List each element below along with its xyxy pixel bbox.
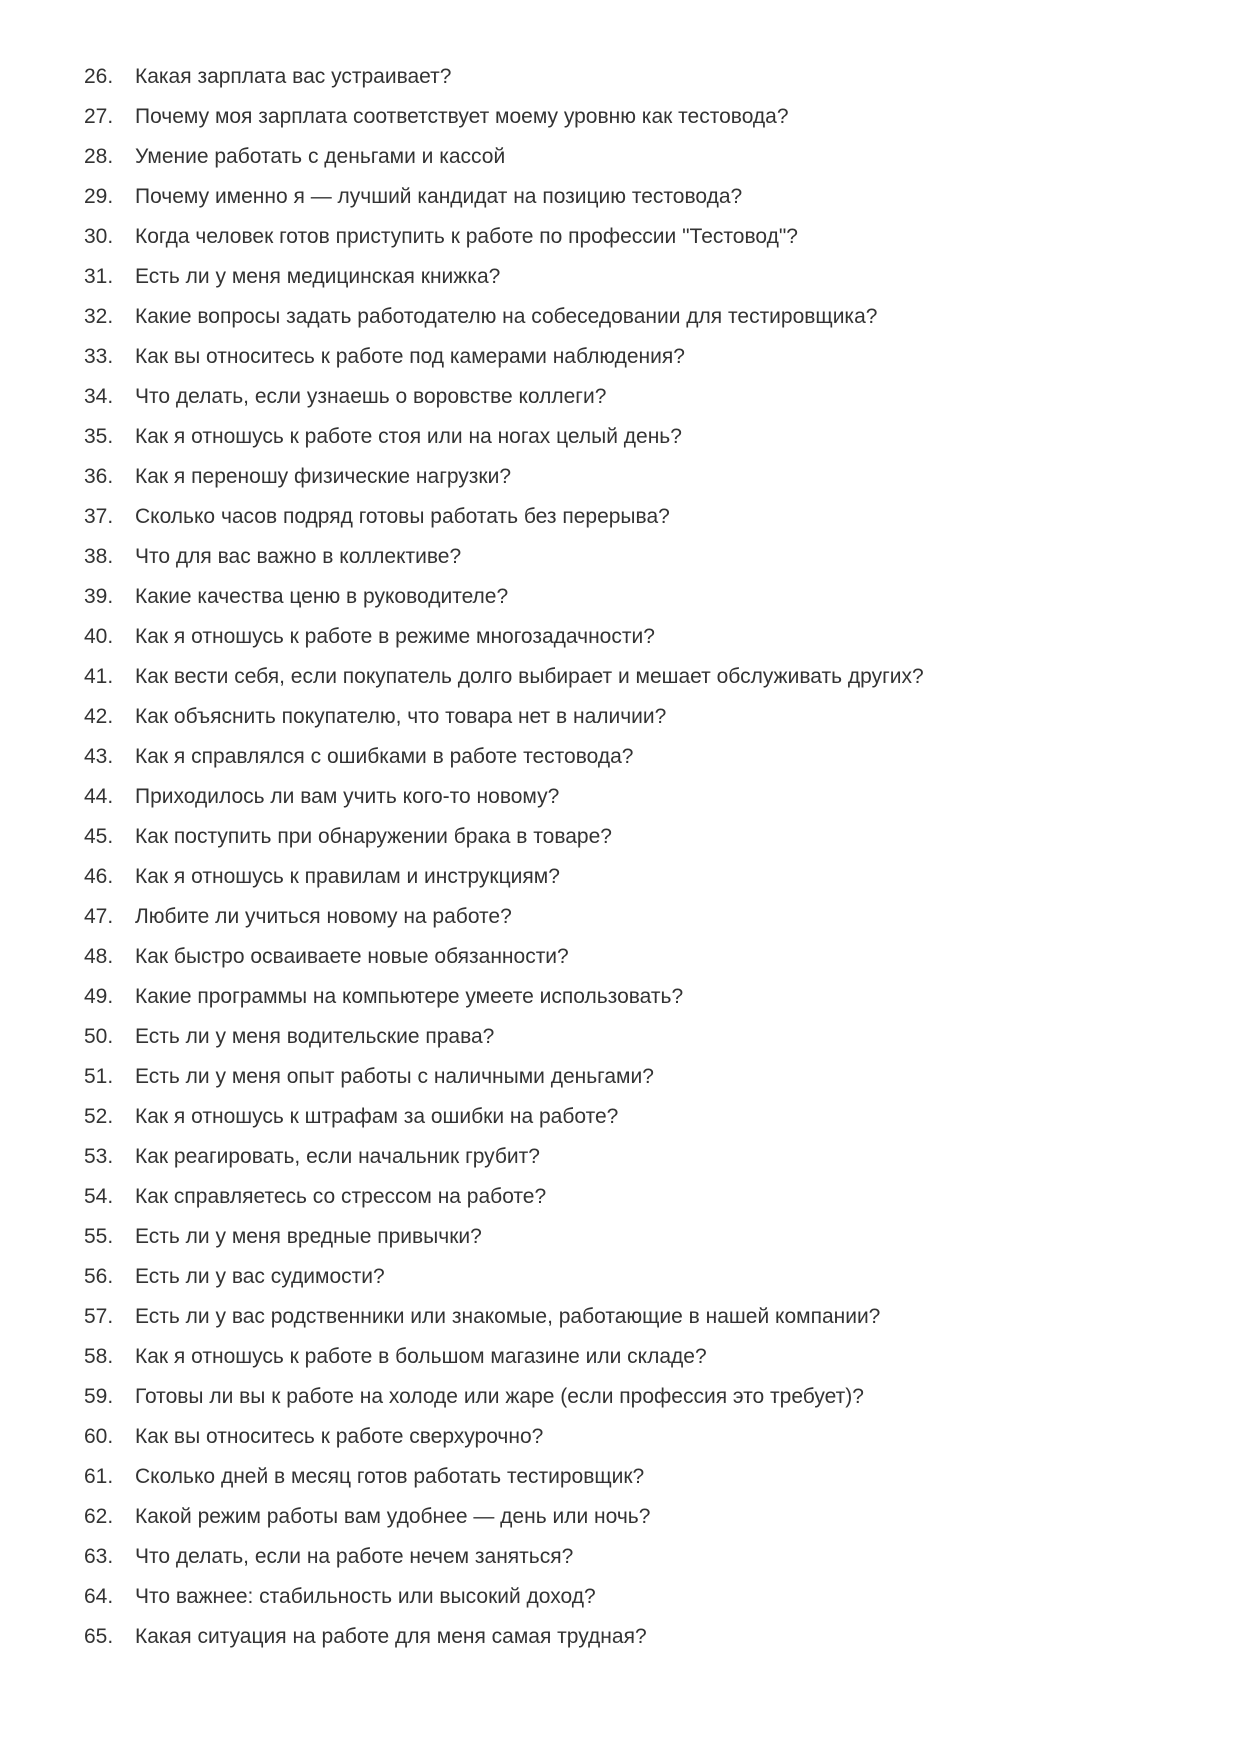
question-text: Есть ли у меня опыт работы с наличными деньгами? (135, 1065, 654, 1088)
question-number: 45. (84, 825, 114, 848)
question-text: Что делать, если узнаешь о воровстве коллеги? (135, 385, 607, 408)
question-text: Как я справлялся с ошибками в работе тестовода? (135, 745, 634, 768)
question-text: Как объяснить покупателю, что товара нет в наличии? (135, 705, 667, 728)
list-item (84, 697, 1199, 737)
question-number: 52. (84, 1105, 114, 1128)
list-item (84, 1417, 1199, 1457)
question-number: 49. (84, 985, 114, 1008)
list-item (84, 377, 1199, 417)
question-number: 62. (84, 1505, 114, 1528)
question-text: Какие качества ценю в руководителе? (135, 585, 509, 608)
question-text: Как поступить при обнаружении брака в товаре? (135, 825, 612, 848)
list-item (84, 1097, 1199, 1137)
list-item (84, 1257, 1199, 1297)
question-number: 36. (84, 465, 114, 488)
question-text: Как реагировать, если начальник грубит? (135, 1145, 540, 1168)
list-item (84, 937, 1199, 977)
question-text: Как я переношу физические нагрузки? (135, 465, 512, 488)
question-number: 32. (84, 305, 114, 328)
question-number: 55. (84, 1225, 114, 1248)
list-item (84, 1297, 1199, 1337)
list-item (84, 1177, 1199, 1217)
question-number: 60. (84, 1425, 114, 1448)
question-text: Как справляетесь со стрессом на работе? (135, 1185, 547, 1208)
question-number: 39. (84, 585, 114, 608)
question-number: 33. (84, 345, 114, 368)
question-text: Как я отношусь к работе в режиме многозадачности? (135, 625, 655, 648)
question-number: 56. (84, 1265, 114, 1288)
question-text: Любите ли учиться новому на работе? (135, 905, 512, 928)
question-text: Приходилось ли вам учить кого-то новому? (135, 785, 560, 808)
question-number: 48. (84, 945, 114, 968)
question-number: 47. (84, 905, 114, 928)
question-number: 64. (84, 1585, 114, 1608)
question-number: 27. (84, 105, 114, 128)
question-number: 28. (84, 145, 114, 168)
list-item (84, 617, 1199, 657)
question-text: Есть ли у меня вредные привычки? (135, 1225, 482, 1248)
question-number: 30. (84, 225, 114, 248)
question-number: 44. (84, 785, 114, 808)
question-number: 63. (84, 1545, 114, 1568)
question-text: Какой режим работы вам удобнее — день или ночь? (135, 1505, 651, 1528)
list-item (84, 1017, 1199, 1057)
question-text: Как вести себя, если покупатель долго выбирает и мешает обслуживать других? (135, 665, 924, 688)
question-text: Есть ли у вас родственники или знакомые, работающие в нашей компании? (135, 1305, 881, 1328)
question-text: Когда человек готов приступить к работе по профессии "Тестовод"? (135, 225, 798, 248)
list-item (84, 977, 1199, 1017)
list-item (84, 297, 1199, 337)
list-item (84, 1497, 1199, 1537)
question-text: Что для вас важно в коллективе? (135, 545, 462, 568)
list-item (84, 537, 1199, 577)
list-item (84, 817, 1199, 857)
question-text: Почему именно я — лучший кандидат на позицию тестовода? (135, 185, 743, 208)
question-number: 35. (84, 425, 114, 448)
question-text: Сколько дней в месяц готов работать тестировщик? (135, 1465, 645, 1488)
question-text: Готовы ли вы к работе на холоде или жаре (если профессия это требует)? (135, 1385, 864, 1408)
question-text: Как я отношусь к штрафам за ошибки на работе? (135, 1105, 619, 1128)
list-item (84, 417, 1199, 457)
question-number: 57. (84, 1305, 114, 1328)
list-item (84, 337, 1199, 377)
question-text: Какая ситуация на работе для меня самая трудная? (135, 1625, 647, 1648)
question-number: 42. (84, 705, 114, 728)
question-text: Как быстро осваиваете новые обязанности? (135, 945, 569, 968)
question-text: Что важнее: стабильность или высокий доход? (135, 1585, 596, 1608)
question-text: Что делать, если на работе нечем заняться? (135, 1545, 574, 1568)
question-text: Умение работать с деньгами и кассой (135, 145, 506, 168)
list-item (84, 57, 1199, 97)
list-item (84, 1457, 1199, 1497)
question-number: 50. (84, 1025, 114, 1048)
question-text: Есть ли у вас судимости? (135, 1265, 385, 1288)
list-item (84, 1617, 1199, 1657)
question-text: Как я отношусь к работе в большом магазине или складе? (135, 1345, 707, 1368)
list-item (84, 1537, 1199, 1577)
question-text: Есть ли у меня медицинская книжка? (135, 265, 501, 288)
question-number: 43. (84, 745, 114, 768)
question-number: 58. (84, 1345, 114, 1368)
list-item (84, 657, 1199, 697)
question-text: Какая зарплата вас устраивает? (135, 65, 452, 88)
question-number: 26. (84, 65, 114, 88)
list-item (84, 217, 1199, 257)
question-number: 41. (84, 665, 114, 688)
list-item (84, 1217, 1199, 1257)
question-number: 51. (84, 1065, 114, 1088)
list-item (84, 857, 1199, 897)
list-item (84, 1137, 1199, 1177)
question-text: Есть ли у меня водительские права? (135, 1025, 495, 1048)
question-number: 54. (84, 1185, 114, 1208)
question-number: 46. (84, 865, 114, 888)
question-number: 59. (84, 1385, 114, 1408)
list-item (84, 497, 1199, 537)
question-number: 38. (84, 545, 114, 568)
question-number: 53. (84, 1145, 114, 1168)
question-number: 61. (84, 1465, 114, 1488)
list-item (84, 1337, 1199, 1377)
question-text: Какие вопросы задать работодателю на собеседовании для тестировщика? (135, 305, 878, 328)
list-item (84, 457, 1199, 497)
list-item (84, 737, 1199, 777)
list-item (84, 777, 1199, 817)
question-text: Как я отношусь к работе стоя или на ногах целый день? (135, 425, 682, 448)
question-number: 37. (84, 505, 114, 528)
question-number: 31. (84, 265, 114, 288)
list-item (84, 1057, 1199, 1097)
list-item (84, 97, 1199, 137)
question-text: Сколько часов подряд готовы работать без перерыва? (135, 505, 670, 528)
question-number: 34. (84, 385, 114, 408)
question-number: 29. (84, 185, 114, 208)
list-item (84, 1577, 1199, 1617)
list-item (84, 257, 1199, 297)
question-text: Почему моя зарплата соответствует моему уровню как тестовода? (135, 105, 789, 128)
list-item (84, 577, 1199, 617)
question-list (84, 57, 1199, 1657)
list-item (84, 177, 1199, 217)
question-number: 65. (84, 1625, 114, 1648)
question-text: Как я отношусь к правилам и инструкциям? (135, 865, 560, 888)
list-item (84, 897, 1199, 937)
list-item (84, 1377, 1199, 1417)
question-text: Как вы относитесь к работе сверхурочно? (135, 1425, 544, 1448)
question-number: 40. (84, 625, 114, 648)
question-text: Как вы относитесь к работе под камерами наблюдения? (135, 345, 685, 368)
question-text: Какие программы на компьютере умеете использовать? (135, 985, 684, 1008)
list-item (84, 137, 1199, 177)
